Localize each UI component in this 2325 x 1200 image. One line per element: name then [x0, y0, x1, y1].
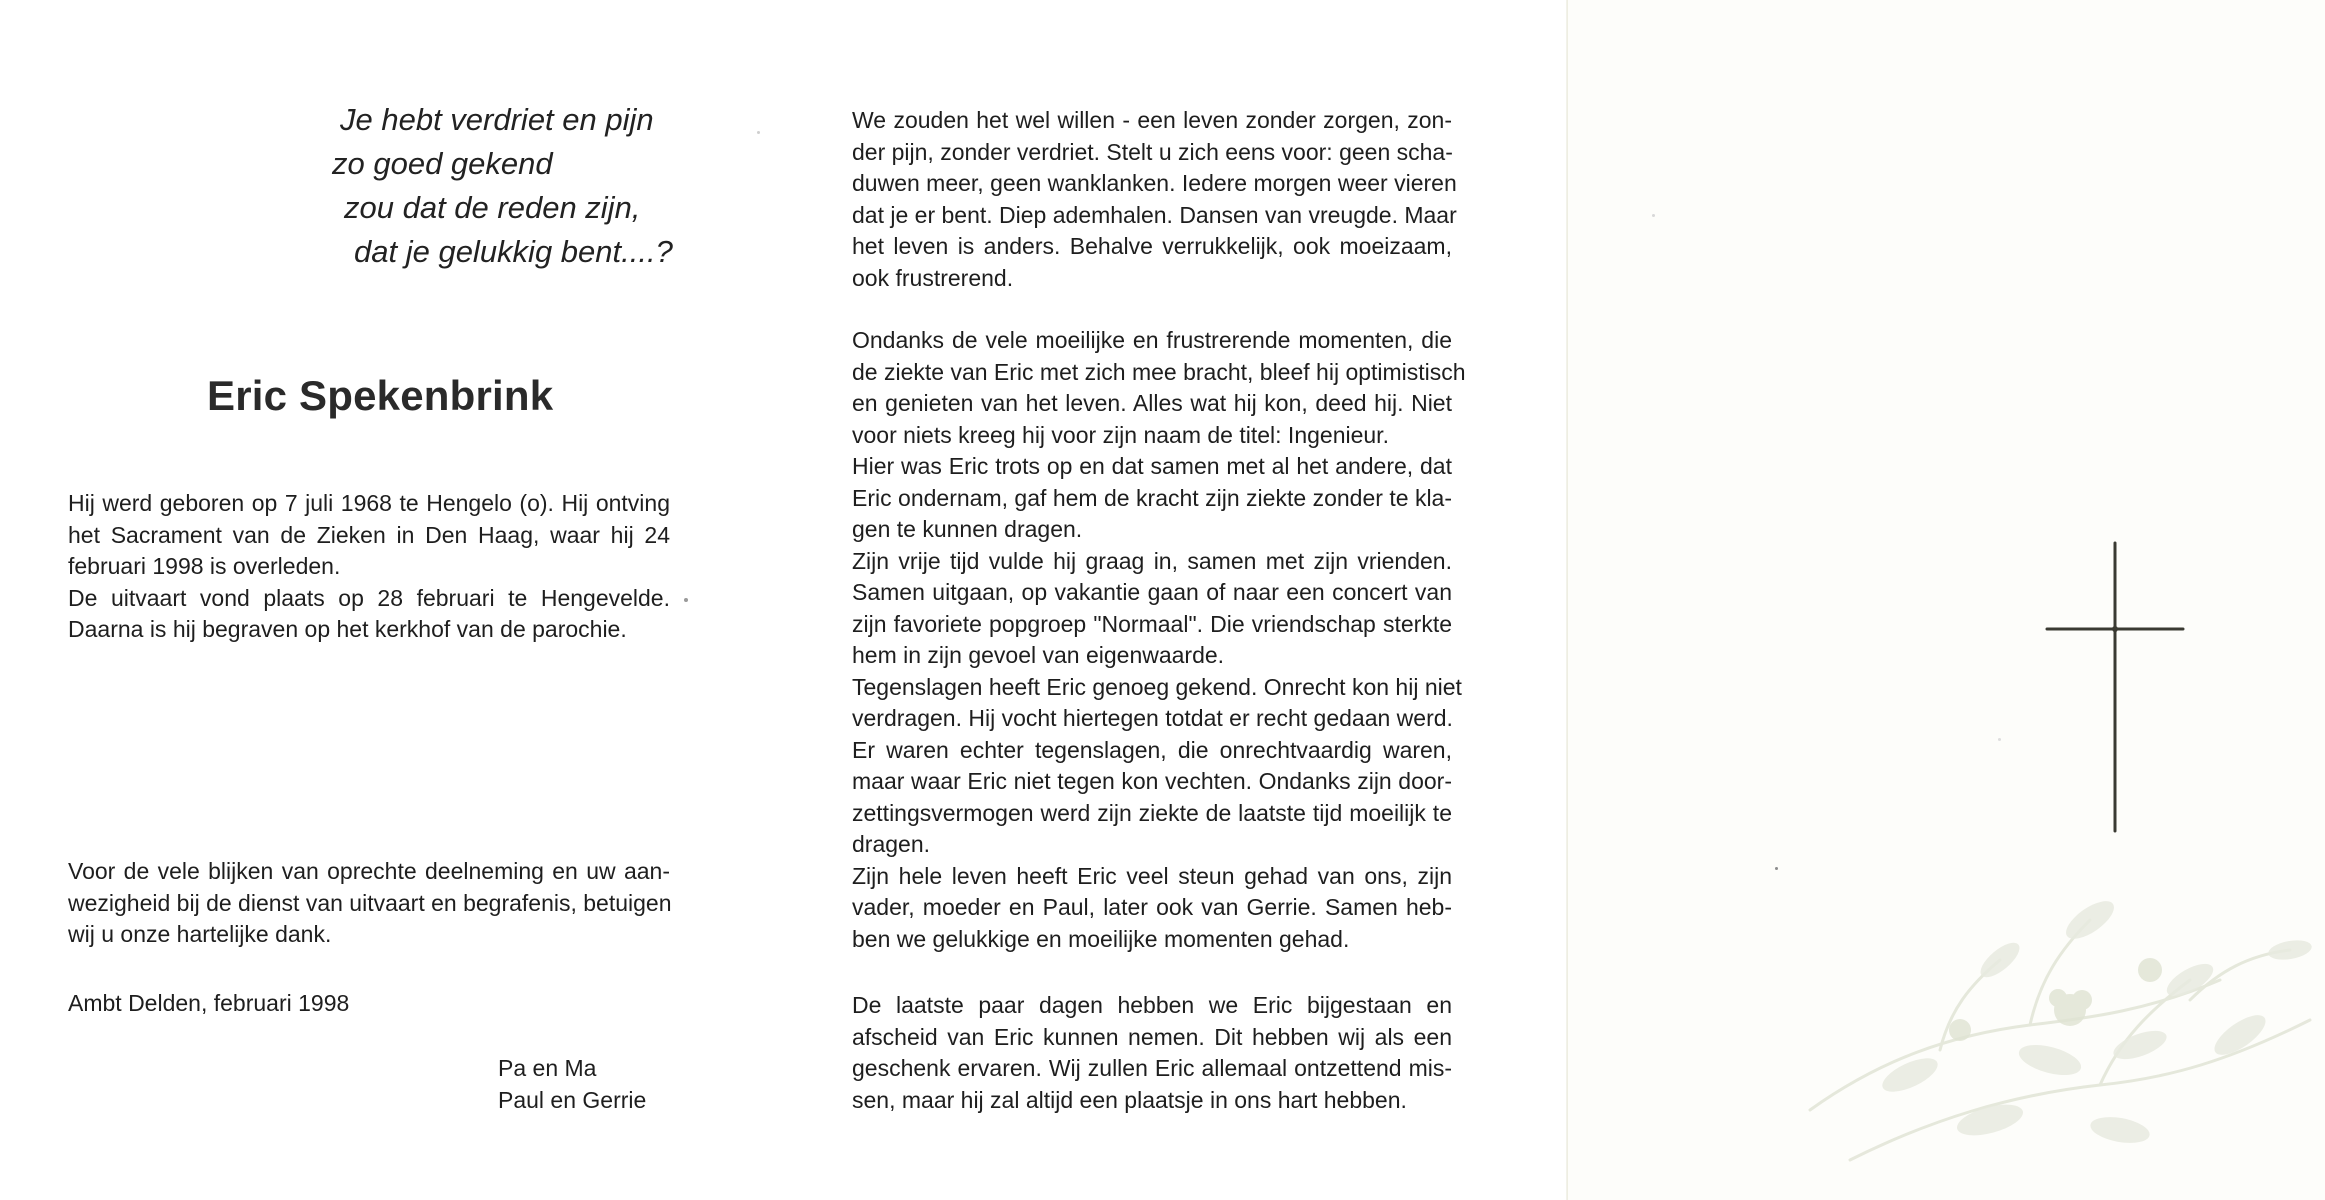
poem-line: zou dat de reden zijn, [344, 190, 641, 225]
text-line: het leven is anders. Behalve verrukkelijk, ook moeizaam, [852, 233, 1452, 259]
text-line: De uitvaart vond plaats op 28 februari te Hengevelde. [68, 584, 670, 611]
text-line: hem in zijn gevoel van eigenwaarde. [852, 642, 1225, 668]
text-line: de ziekte van Eric met zich mee bracht, bleef hij optimistisch [852, 358, 1466, 385]
tribute-paragraph-1 [852, 105, 1457, 294]
paper-speck [1652, 214, 1655, 217]
text-line: Samen uitgaan, op vakantie gaan of naar een concert van [852, 579, 1452, 605]
signature [498, 1053, 748, 1116]
text-line: verdragen. Hij vocht hiertegen totdat er recht gedaan werd. [852, 705, 1453, 731]
text-line: februari 1998 is overleden. [68, 553, 341, 579]
text-line: ook frustrerend. [852, 264, 1014, 291]
cross-icon [2045, 541, 2185, 833]
text-line: der pijn, zonder verdriet. Stelt u zich eens voor: geen scha- [852, 138, 1453, 165]
text-line: wezigheid bij de dienst van uitvaart en begrafenis, betuigen [68, 889, 672, 916]
place-date: Ambt Delden, februari 1998 [68, 990, 350, 1016]
thanks-paragraph [68, 856, 670, 951]
text-line: De laatste paar dagen hebben we Eric bijgestaan en [852, 992, 1452, 1018]
text-line: zettingsvermogen werd zijn ziekte de laatste tijd moeilijk te [852, 799, 1452, 826]
tribute-paragraph-3 [852, 990, 1452, 1116]
text-line: maar waar Eric niet tegen kon vechten. Ondanks zijn door- [852, 768, 1452, 794]
text-line: duwen meer, geen wanklanken. Iedere morgen weer vieren [852, 170, 1457, 196]
text-line: Zijn hele leven heeft Eric veel steun gehad van ons, zijn [852, 862, 1452, 889]
signature-line: Paul en Gerrie [498, 1086, 647, 1113]
text-line: We zouden het wel willen - een leven zonder zorgen, zon- [852, 107, 1452, 133]
poem [332, 98, 673, 274]
text-line: geschenk ervaren. Wij zullen Eric allemaal ontzettend mis- [852, 1055, 1452, 1081]
poem-line: zo goed gekend [332, 146, 553, 181]
signature-line: Pa en Ma [498, 1055, 597, 1081]
text-line: afscheid van Eric kunnen nemen. Dit hebben wij als een [852, 1023, 1452, 1050]
text-line: het Sacrament van de Zieken in Den Haag, waar hij 24 [68, 521, 670, 548]
text-line: wij u onze hartelijke dank. [68, 921, 332, 947]
text-line: Daarna is hij begraven op het kerkhof van de parochie. [68, 616, 627, 642]
text-line: Zijn vrije tijd vulde hij graag in, samen met zijn vrienden. [852, 547, 1452, 574]
text-line: sen, maar hij zal altijd een plaatsje in ons hart hebben. [852, 1086, 1407, 1113]
text-line: Tegenslagen heeft Eric genoeg gekend. Onrecht kon hij niet [852, 673, 1462, 700]
text-line: Voor de vele blijken van oprechte deelneming en uw aan- [68, 858, 670, 884]
biography-paragraph [68, 488, 670, 646]
text-line: zijn favoriete popgroep "Normaal". Die vriendschap sterkte [852, 610, 1452, 637]
paper-speck [1998, 738, 2001, 741]
text-line: dragen. [852, 831, 931, 857]
poem-line: Je hebt verdriet en pijn [340, 102, 654, 137]
deceased-name: Eric Spekenbrink [207, 372, 554, 419]
text-line: ben we gelukkige en moeilijke momenten gehad. [852, 925, 1350, 952]
text-line: Er waren echter tegenslagen, die onrechtvaardig waren, [852, 736, 1452, 763]
text-line: en genieten van het leven. Alles wat hij kon, deed hij. Niet [852, 390, 1452, 416]
paper-speck [684, 598, 688, 602]
text-line: voor niets kreeg hij voor zijn naam de titel: Ingenieur. [852, 421, 1389, 448]
text-line: gen te kunnen dragen. [852, 516, 1083, 542]
paper-speck [757, 131, 760, 134]
paper-speck [1775, 867, 1778, 870]
text-line: Hier was Eric trots op en dat samen met al het andere, dat [852, 453, 1452, 479]
floral-emboss-icon [1790, 860, 2325, 1200]
tribute-paragraph-2 [852, 325, 1466, 955]
text-line: vader, moeder en Paul, later ook van Gerrie. Samen heb- [852, 894, 1452, 920]
text-line: Eric ondernam, gaf hem de kracht zijn ziekte zonder te kla- [852, 484, 1452, 511]
text-line: Hij werd geboren op 7 juli 1968 te Hengelo (o). Hij ontving [68, 490, 670, 516]
text-line: Ondanks de vele moeilijke en frustrerende momenten, die [852, 327, 1452, 353]
poem-line: dat je gelukkig bent....? [354, 234, 673, 269]
text-line: dat je er bent. Diep ademhalen. Dansen van vreugde. Maar [852, 201, 1457, 228]
